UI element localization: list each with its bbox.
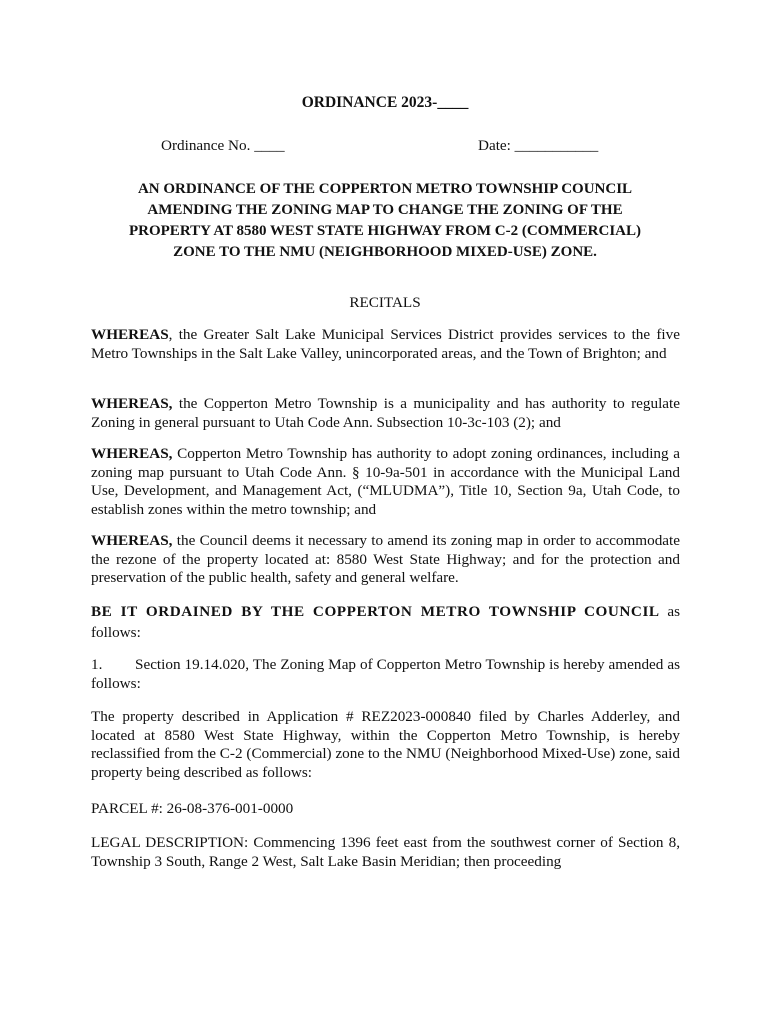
whereas-text: Copperton Metro Township has authority to adopt zoning ordinances, including a zoning map pursuant to Utah Code Ann. § 10-9a-501 in accordance with the Municipal Land Use, Development, and Management Act, (“MLUDMA”), Title 10, Section 9a, Utah Code, to establish zones within the metro township; and: [91, 445, 680, 518]
whereas-paragraph-4: [91, 532, 680, 588]
recitals-heading: RECITALS: [349, 294, 421, 311]
parcel-line: PARCEL #: 26-08-376-001-0000: [91, 800, 294, 817]
whereas-text: the Copperton Metro Township is a municipality and has authority to regulate Zoning in general pursuant to Utah Code Ann. Subsection 10-3c-103 (2); and: [91, 395, 680, 431]
ordinance-heading: [90, 179, 680, 263]
ordained-lead: BE IT ORDAINED BY THE COPPERTON METRO TOWNSHIP COUNCIL: [91, 603, 660, 620]
whereas-lead: WHEREAS,: [91, 532, 173, 549]
whereas-text: , the Greater Salt Lake Municipal Services District provides services to the five Metro Townships in the Salt Lake Valley, unincorporated areas, and the Town of Brighton; and: [91, 326, 680, 362]
heading-line: AN ORDINANCE OF THE COPPERTON METRO TOWNSHIP COUNCIL: [137, 181, 633, 197]
ordained-paragraph: [91, 601, 680, 643]
section-number: 1.: [91, 656, 103, 673]
ordinance-number-line: Ordinance No. ____: [161, 137, 285, 154]
legal-description: LEGAL DESCRIPTION: Commencing 1396 feet east from the southwest corner of Section 8, Township 3 South, Range 2 West, Salt Lake Basin Meridian; then proceeding: [91, 834, 680, 870]
whereas-paragraph-2: [91, 395, 680, 432]
whereas-lead: WHEREAS,: [91, 445, 173, 462]
heading-line: AMENDING THE ZONING MAP TO CHANGE THE ZONING OF THE: [147, 202, 623, 218]
property-paragraph: The property described in Application # REZ2023-000840 filed by Charles Adderley, and located at 8580 West State Highway, within the Copperton Metro Township, is hereby reclassified from the C-2 (Commercial) zone to the NMU (Neighborhood Mixed-Use) zone, said property being described as follows:: [91, 708, 680, 781]
ordinance-title: ORDINANCE 2023-____: [301, 94, 469, 111]
heading-line: ZONE TO THE NMU (NEIGHBORHOOD MIXED-USE) ZONE.: [173, 244, 597, 260]
date-line: Date: ___________: [478, 137, 599, 154]
whereas-lead: WHEREAS: [91, 326, 169, 343]
heading-line: PROPERTY AT 8580 WEST STATE HIGHWAY FROM C-2 (COMMERCIAL): [128, 223, 642, 239]
whereas-paragraph-3: [91, 445, 680, 519]
section-text: Section 19.14.020, The Zoning Map of Copperton Metro Township is hereby amended as follows:: [91, 656, 680, 692]
whereas-text: the Council deems it necessary to amend its zoning map in order to accommodate the rezone of the property located at: 8580 West State Highway; and for the protection and preservation of the public health, safety and general welfare.: [91, 532, 680, 587]
whereas-paragraph-1: [91, 326, 680, 363]
section-1-paragraph: [91, 656, 680, 693]
ordained-text: as follows:: [91, 603, 681, 641]
whereas-lead: WHEREAS,: [91, 395, 173, 412]
